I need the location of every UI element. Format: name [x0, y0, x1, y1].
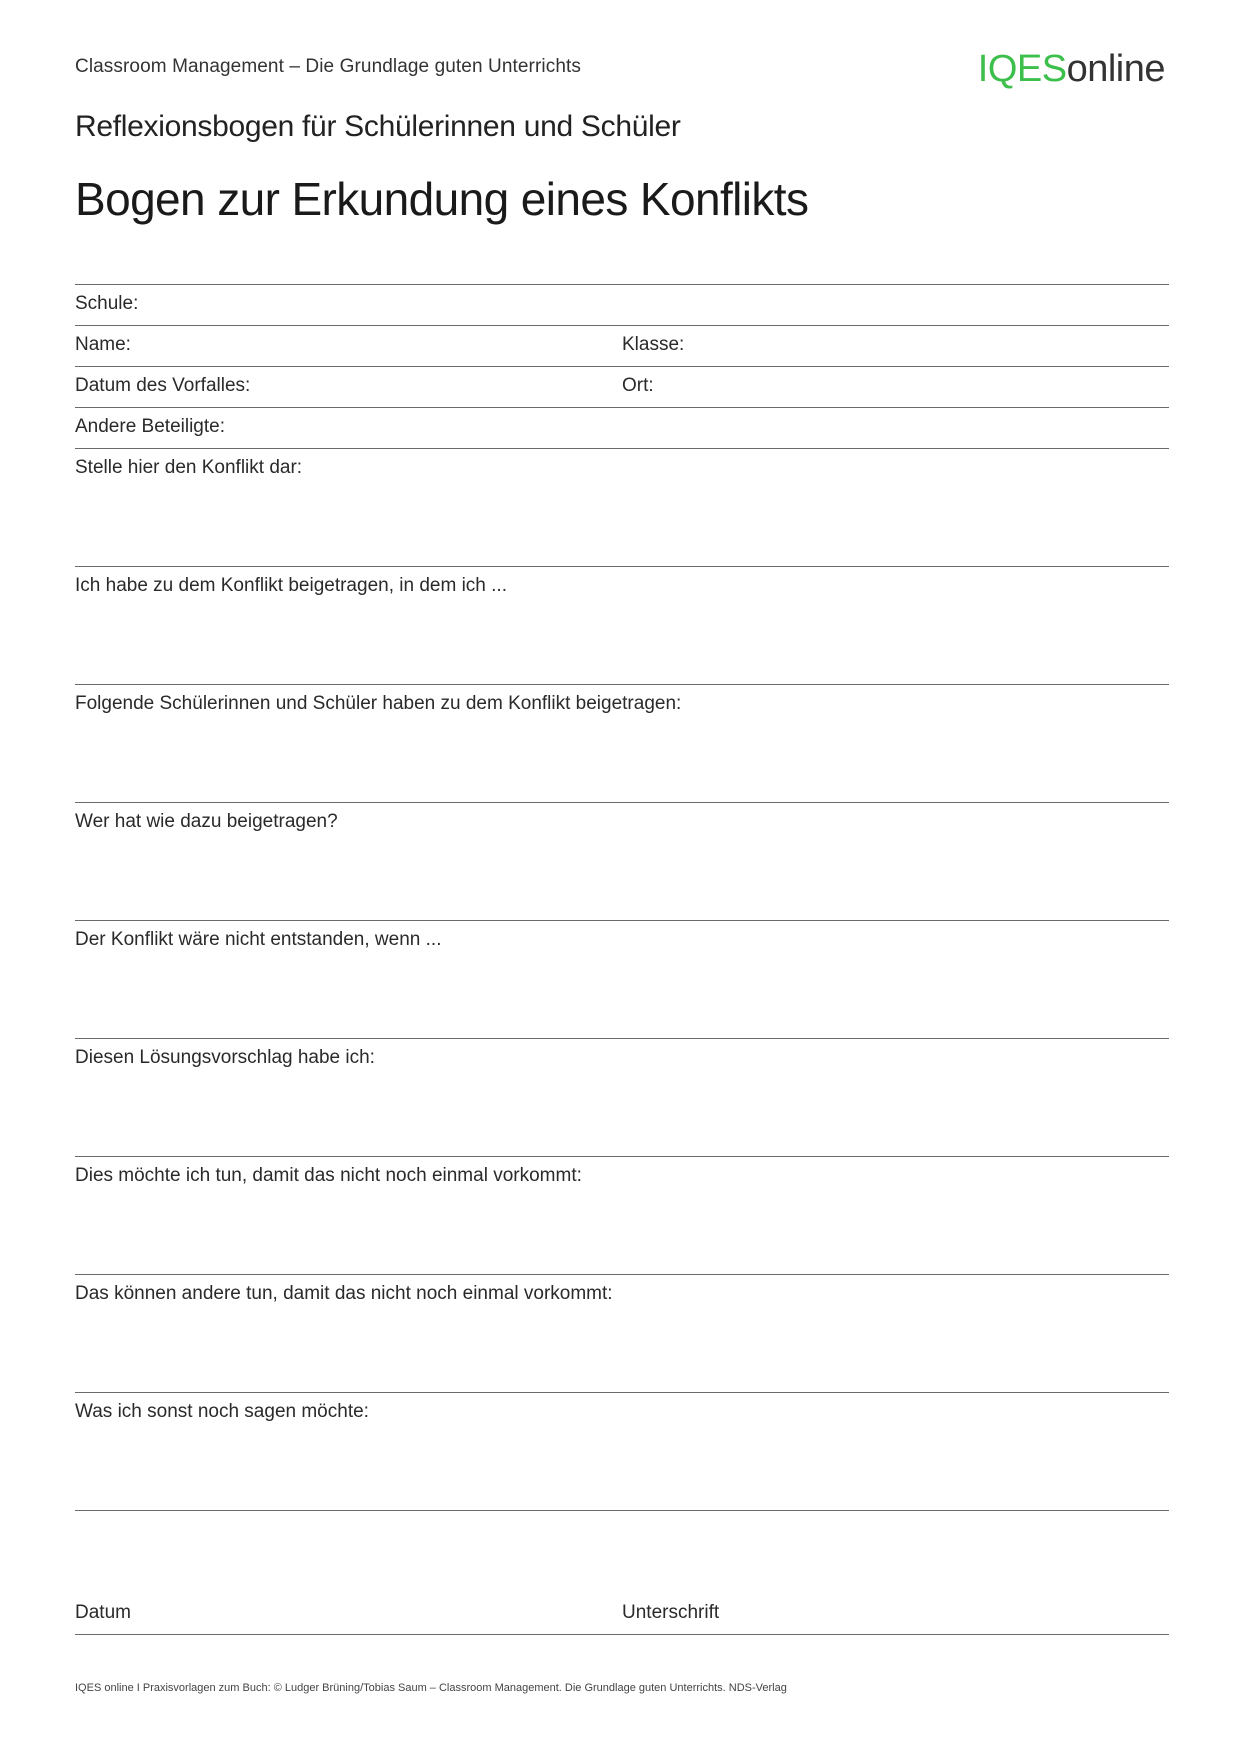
copyright-footer: IQES online I Praxisvorlagen zum Buch: © Ludger Brüning/Tobias Saum – Classroom Management. Die Grundlage guten Unterrichts. NDS-Verlag	[75, 1682, 787, 1694]
logo-online-text: online	[1066, 48, 1165, 90]
question-block-andere-beitraege[interactable]	[75, 685, 1169, 803]
sheet-subtitle: Reflexionsbogen für Schülerinnen und Schüler	[75, 110, 681, 143]
signature-label: Unterschrift	[622, 1602, 720, 1623]
iqes-online-logo	[978, 50, 1165, 88]
datum-vorfall-label: Datum des Vorfalles:	[75, 375, 251, 396]
question-block-eigener-beitrag[interactable]	[75, 567, 1169, 685]
question-label: Dies möchte ich tun, damit das nicht noch einmal vorkommt:	[75, 1165, 582, 1186]
sheet-title: Bogen zur Erkundung eines Konflikts	[75, 173, 809, 225]
question-block-loesungsvorschlag[interactable]	[75, 1039, 1169, 1157]
field-row-schule[interactable]	[75, 285, 1169, 326]
field-row-andere-beteiligte[interactable]	[75, 408, 1169, 449]
question-block-eigene-massnahme[interactable]	[75, 1157, 1169, 1275]
question-label: Das können andere tun, damit das nicht noch einmal vorkommt:	[75, 1283, 613, 1304]
question-label: Diesen Lösungsvorschlag habe ich:	[75, 1047, 375, 1068]
question-block-sonstiges[interactable]	[75, 1393, 1169, 1511]
question-label: Stelle hier den Konflikt dar:	[75, 457, 303, 478]
question-label: Ich habe zu dem Konflikt beigetragen, in dem ich ...	[75, 575, 507, 596]
field-row-datum-ort[interactable]	[75, 367, 1169, 408]
question-label: Wer hat wie dazu beigetragen?	[75, 811, 338, 832]
schule-label: Schule:	[75, 293, 139, 314]
logo-iqes-text: IQES	[977, 48, 1067, 90]
name-label: Name:	[75, 334, 131, 355]
signature-row[interactable]	[75, 1602, 1169, 1635]
field-row-name-klasse[interactable]	[75, 326, 1169, 367]
conflict-form	[75, 284, 1169, 1511]
series-title: Classroom Management – Die Grundlage guten Unterrichts	[75, 56, 581, 77]
question-block-massnahme-andere[interactable]	[75, 1275, 1169, 1393]
question-label: Der Konflikt wäre nicht entstanden, wenn ...	[75, 929, 442, 950]
question-block-nicht-entstanden[interactable]	[75, 921, 1169, 1039]
question-label: Folgende Schülerinnen und Schüler haben zu dem Konflikt beigetragen:	[75, 693, 682, 714]
ort-label: Ort:	[622, 375, 654, 396]
date-label: Datum	[75, 1602, 131, 1623]
andere-beteiligte-label: Andere Beteiligte:	[75, 416, 225, 437]
klasse-label: Klasse:	[622, 334, 685, 355]
question-block-wer-wie[interactable]	[75, 803, 1169, 921]
question-label: Was ich sonst noch sagen möchte:	[75, 1401, 369, 1422]
question-block-konflikt-darstellen[interactable]	[75, 449, 1169, 567]
